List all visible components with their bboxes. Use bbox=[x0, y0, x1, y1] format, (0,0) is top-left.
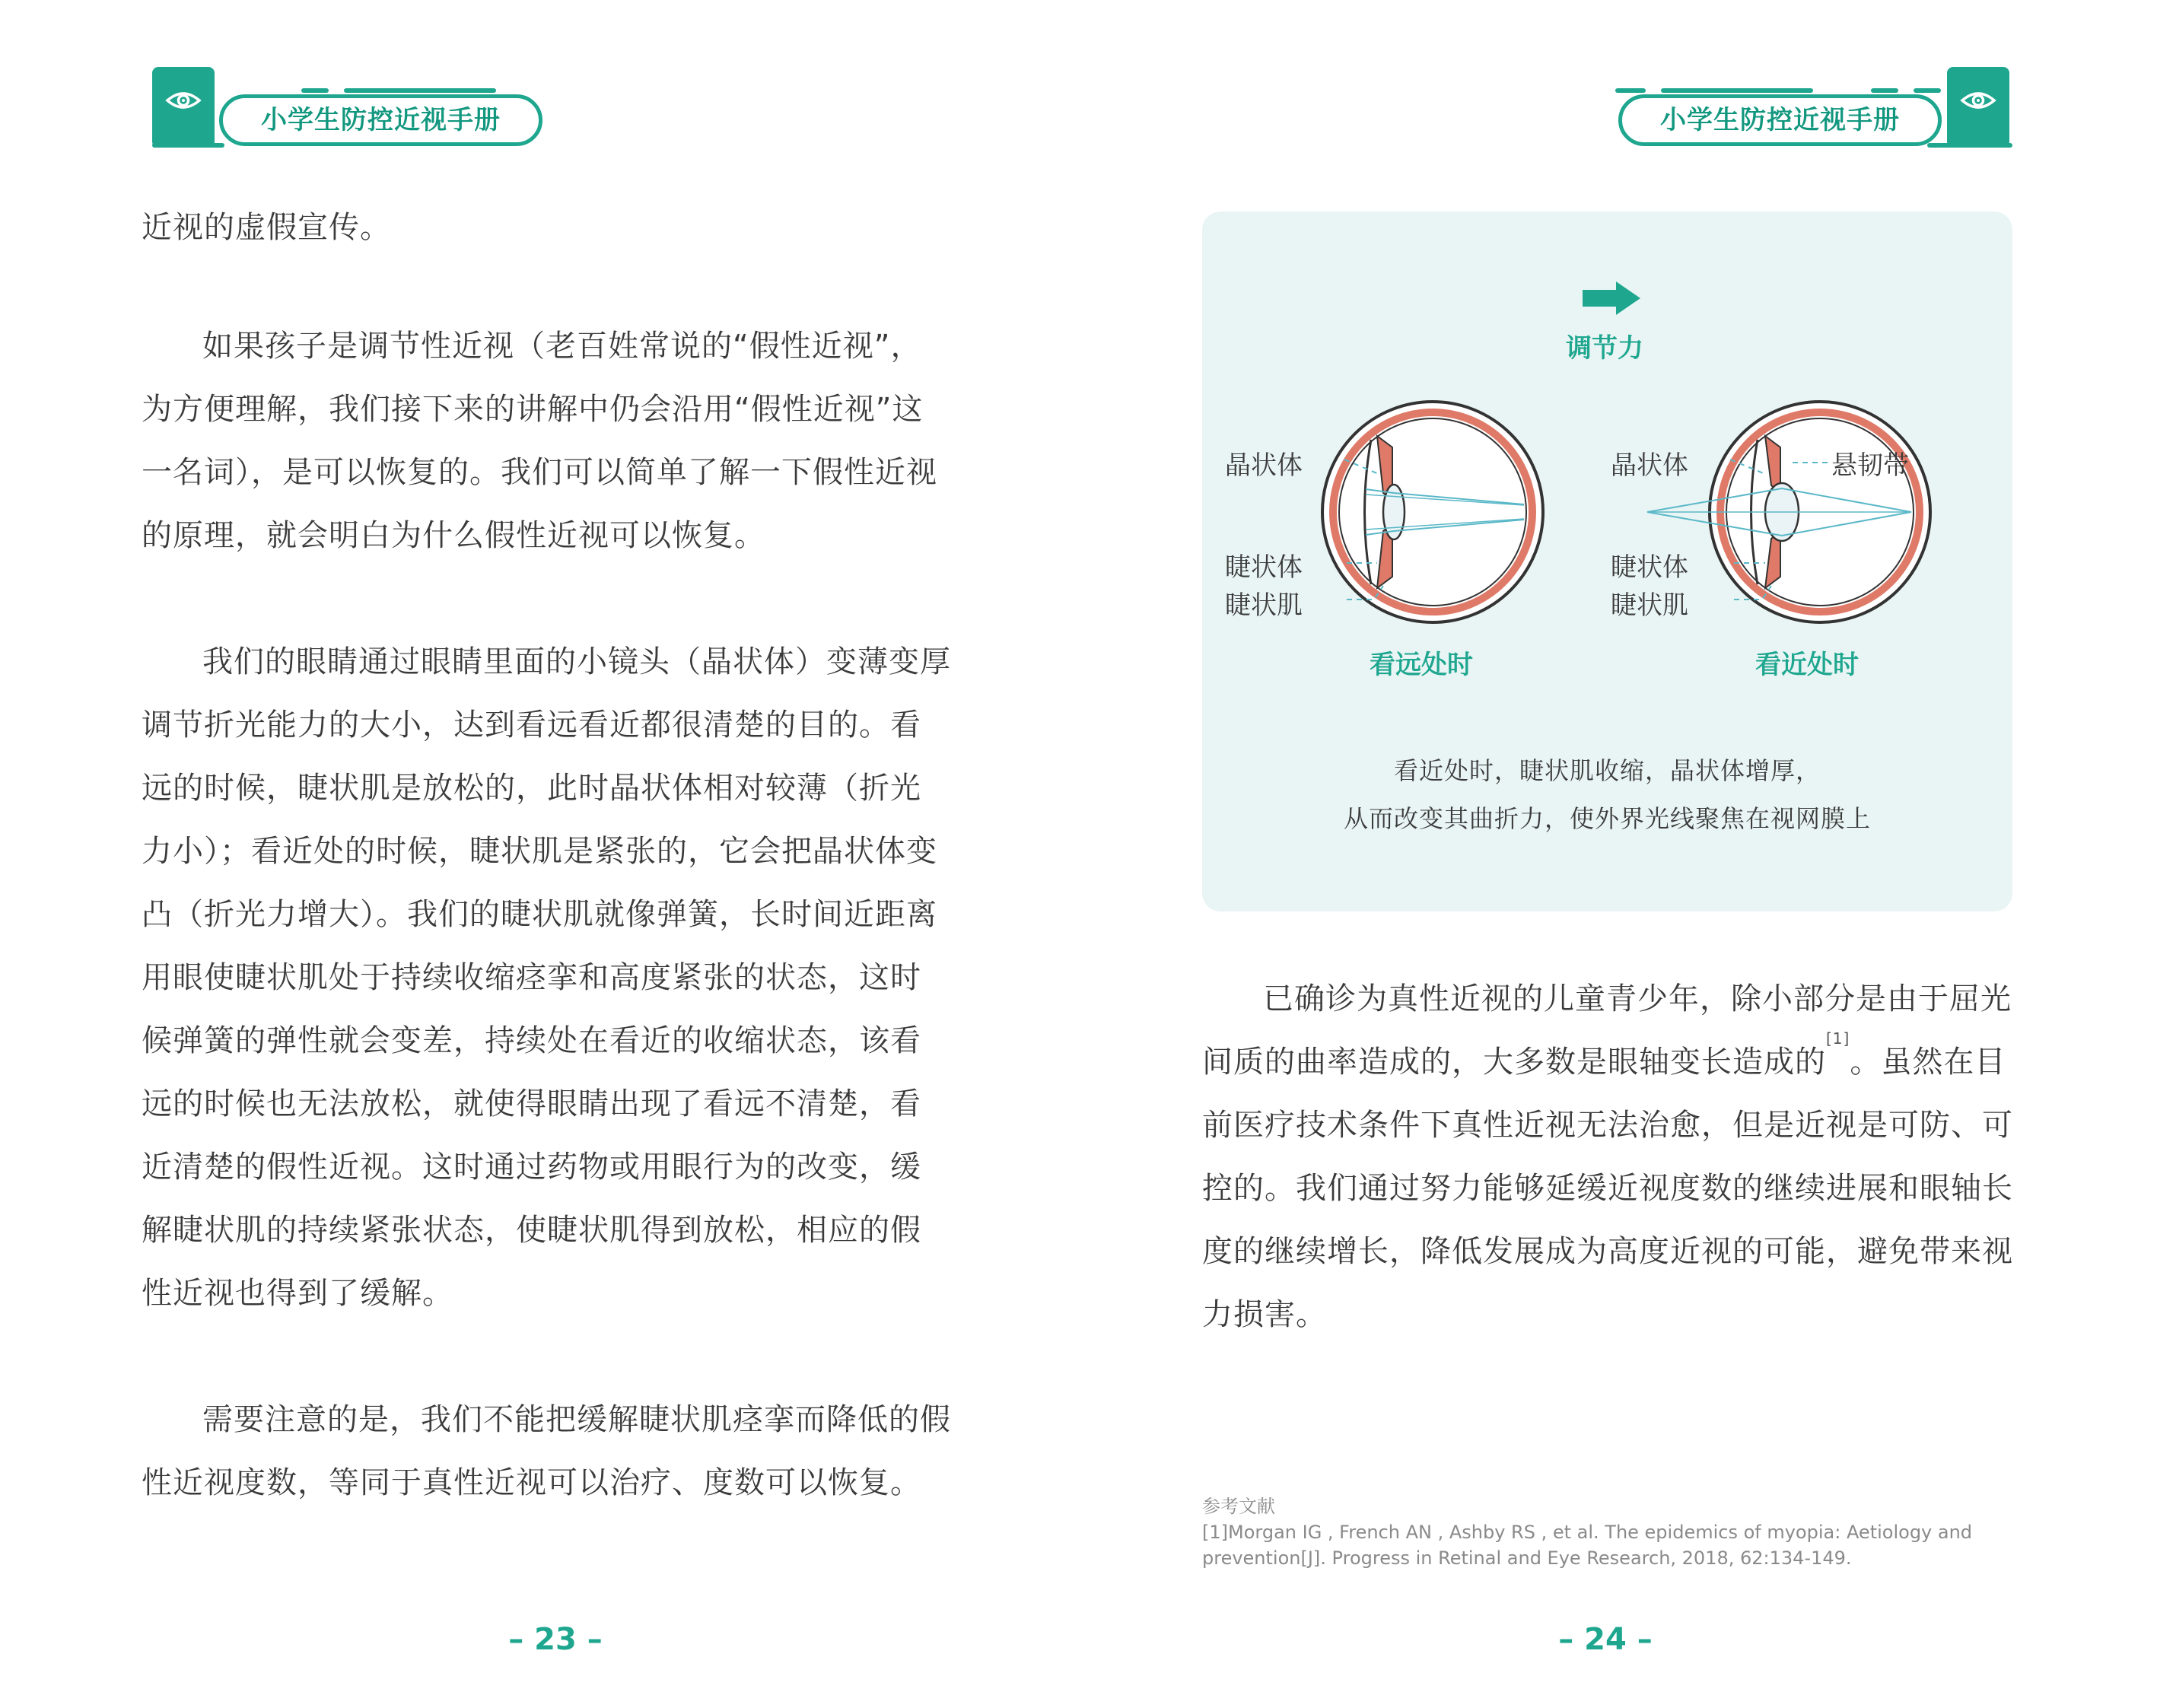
header-dash bbox=[1661, 88, 1813, 93]
ciliary-muscle-label: 睫状肌 bbox=[1225, 590, 1303, 621]
handbook-title: 小学生防控近视手册 bbox=[261, 105, 501, 135]
near-caption: 看近处时 bbox=[1755, 650, 1859, 680]
paragraph: 如果孩子是调节性近视（老百姓常说的“假性近视”，为方便理解，我们接下来的讲解中仍会沿用“假性近视”这一名词），是可以恢复的。我们可以简单了解一下假性近视的原理，就会明白为什么假性近视可以恢复。 bbox=[142, 329, 937, 553]
far-caption: 看远处时 bbox=[1370, 650, 1473, 680]
eye-diagram-box bbox=[1202, 212, 2012, 911]
footnote-marker[interactable]: [1] bbox=[1826, 1029, 1850, 1048]
header-dash bbox=[344, 88, 496, 93]
reference-entry: [1]Morgan IG , French AN , Ashby RS , et al. The epidemics of myopia: Aetiology and prevention[J]. Progress in Retinal and Eye Research, 2018, 62:134-149. bbox=[1202, 1522, 1973, 1569]
header-dash bbox=[1615, 88, 1646, 93]
lens-label: 晶状体 bbox=[1225, 450, 1303, 481]
accommodation-label: 调节力 bbox=[1566, 333, 1643, 364]
body-text bbox=[1202, 968, 2024, 1347]
paragraph-text: 已确诊为真性近视的儿童青少年，除小部分是由于屈光间质的曲率造成的，大多数是眼轴变长造成的 bbox=[1202, 981, 2012, 1080]
page-number: – 24 – bbox=[1558, 1622, 1653, 1657]
ciliary-muscle-label: 睫状肌 bbox=[1611, 590, 1688, 621]
zonule-label: 悬韧带 bbox=[1831, 450, 1909, 481]
header-dash bbox=[1871, 88, 1898, 93]
paragraph: 我们的眼睛通过眼睛里面的小镜头（晶状体）变薄变厚调节折光能力的大小，达到看远看近都很清楚的目的。看远的时候，睫状肌是放松的，此时晶状体相对较薄（折光力小）；看近处的时候，睫状肌是紧张的，它会把晶状体变凸（折光力增大）。我们的睫状肌就像弹簧，长时间近距离用眼使睫状肌处于持续收缩痉挛和高度紧张的状态，这时候弹簧的弹性就会变差，持续处在看近的收缩状态，该看远的时候也无法放松，就使得眼睛出现了看远不清楚，看近清楚的假性近视。这时通过药物或用眼行为的改变，缓解睫状肌的持续紧张状态，使睫状肌得到放松，相应的假性近视也得到了缓解。 bbox=[142, 644, 951, 1311]
header-tag bbox=[1947, 67, 2009, 148]
left-page bbox=[0, 0, 1078, 1708]
right-page bbox=[1079, 0, 2157, 1708]
eye-icon bbox=[1959, 87, 1997, 114]
paragraph bbox=[1202, 968, 2024, 1347]
header-badge bbox=[1600, 67, 2011, 152]
paragraph: 近视的虚假宣传。 bbox=[142, 210, 391, 245]
references-title: 参考文献 bbox=[1202, 1496, 1275, 1517]
paragraph: 需要注意的是，我们不能把缓解睫状肌痉挛而降低的假性近视度数，等同于真性近视可以治疗、度数可以恢复。 bbox=[142, 1402, 951, 1500]
eye-near bbox=[1647, 402, 1930, 622]
header-tag bbox=[152, 67, 215, 148]
body-text bbox=[142, 196, 952, 1515]
ciliary-body-label: 睫状体 bbox=[1611, 552, 1688, 583]
header-pill bbox=[219, 94, 542, 146]
header-pill bbox=[1618, 94, 1942, 146]
page-number: – 23 – bbox=[508, 1622, 603, 1657]
eye-icon bbox=[164, 87, 202, 114]
ciliary-body-label: 睫状体 bbox=[1225, 552, 1303, 583]
arrow-right-icon bbox=[1583, 281, 1640, 315]
header-dash bbox=[301, 88, 329, 93]
lens-label: 晶状体 bbox=[1611, 450, 1688, 481]
header-badge bbox=[152, 67, 563, 152]
eye-far bbox=[1322, 402, 1543, 622]
handbook-title: 小学生防控近视手册 bbox=[1660, 105, 1900, 135]
header-dash bbox=[1914, 88, 1941, 93]
figure-caption-line: 从而改变其曲折力，使外界光线聚焦在视网膜上 bbox=[1343, 804, 1871, 833]
references bbox=[1202, 1493, 2024, 1571]
figure-caption-line: 看近处时，睫状肌收缩，晶状体增厚， bbox=[1393, 756, 1821, 785]
paragraph-text: 。虽然在目前医疗技术条件下真性近视无法治愈，但是近视是可防、可控的。我们通过努力能够延缓近视度数的继续进展和眼轴长度的继续增长，降低发展成为高度近视的可能，避免带来视力损害。 bbox=[1202, 1045, 2013, 1332]
